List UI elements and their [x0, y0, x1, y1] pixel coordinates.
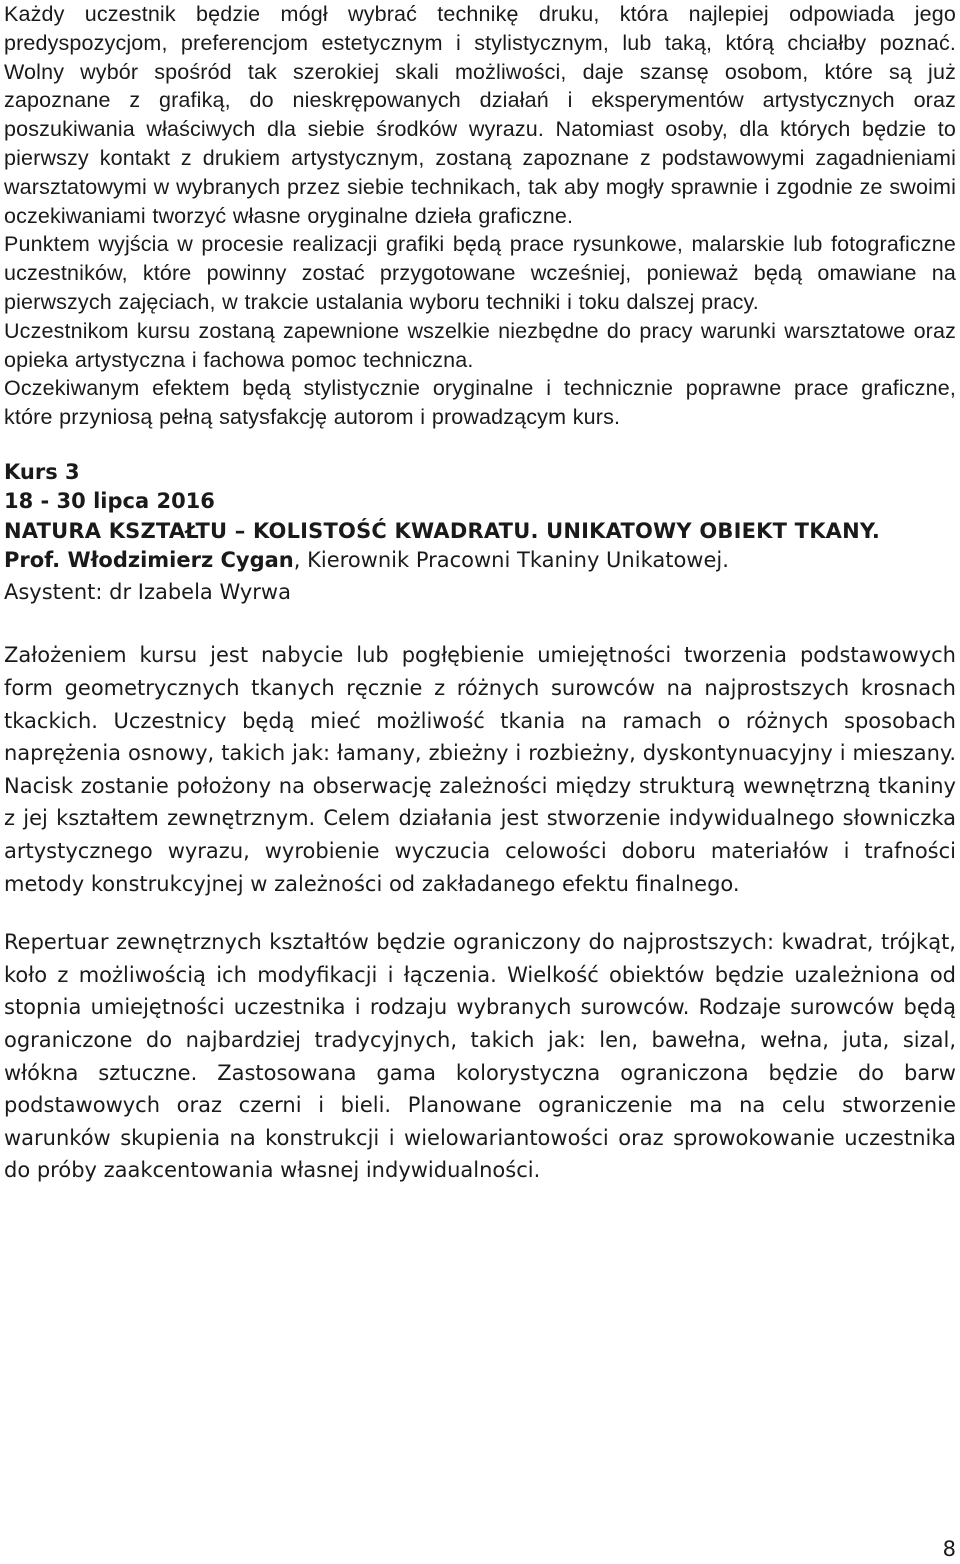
spacer [4, 607, 956, 633]
course-paragraph-goal: Założeniem kursu jest nabycie lub pogłębienie umiejętności tworzenia podstawowych form geometrycznych tkanych ręcznie z różnych surowców na najprostszych krosnach tkackich. Uczestnicy będą mieć możliwość tkania na ramach o różnych sposobach naprężenia osnowy, takich jak: łamany, zbieżny i rozbieżny, dyskontynuacyjny i mieszany. Nacisk zostanie położony na obserwację zależności między strukturą wewnętrzną tkaniny z jej kształtem zewnętrznym. Celem działania jest stworzenie indywidualnego słowniczka artystycznego wyrazu, wyrobienie wyczucia celowości doboru materiałów i trafności metody konstrukcyjnej w zależności od zakładanego efektu finalnego. [4, 643, 956, 896]
course-title: NATURA KSZTAŁTU – KOLISTOŚĆ KWADRATU. UNIKATOWY OBIEKT TKANY. [4, 518, 880, 543]
intro-paragraph-conditions: Uczestnikom kursu zostaną zapewnione wszelkie niezbędne do pracy warunki warsztatowe oraz opieka artystyczna i fachowa pomoc techniczna. [4, 318, 956, 372]
instructor-role: , Kierownik Pracowni Tkaniny Unikatowej. [293, 548, 729, 573]
intro-paragraph-starting-point: Punktem wyjścia w procesie realizacji grafiki będą prace rysunkowe, malarskie lub fotograficzne uczestników, które powinny zostać przygotowane wcześniej, ponieważ będą omawiane na pierwszych zajęciach, w trakcie ustalania wyboru techniki i toku dalszej pracy. [4, 232, 956, 314]
instructor-name: Prof. Włodzimierz Cygan [4, 548, 294, 573]
course-dates: 18 - 30 lipca 2016 [4, 489, 215, 514]
page-number: 8 [942, 1537, 956, 1561]
intro-paragraph-expected-effect: Oczekiwanym efektem będą stylistycznie oryginalne i technicznie poprawne prace graficzne, które przyniosą pełną satysfakcję autorom i prowadzącym kurs. [4, 376, 956, 430]
spacer [4, 432, 956, 458]
course-paragraph-repertoire: Repertuar zewnętrznych kształtów będzie ograniczony do najprostszych: kwadrat, trójkąt, koło z możliwością ich modyfikacji i łączenia. Wielkość obiektów będzie uzależniona od stopnia umiejętności uczestnika i rodzaju wybranych surowców. Rodzaje surowców będą ograniczone do najbardziej tradycyjnych, takich jak: len, bawełna, wełna, juta, sizal, włókna sztuczne. Zastosowana gama kolorystyczna ograniczona będzie do barw podstawowych oraz czerni i bieli. Planowane ograniczenie ma na celu stworzenie warunków skupienia na konstrukcji i wielowariantowości oraz sprowokowanie uczestnika do próby zaakcentowania własnej indywidualności. [4, 930, 956, 1183]
course-assistant: Asystent: dr Izabela Wyrwa [4, 579, 291, 604]
course-number: Kurs 3 [4, 459, 80, 484]
document-page [4, 0, 956, 1187]
intro-paragraph-technique-choice: Każdy uczestnik będzie mógł wybrać technikę druku, która najlepiej odpowiada jego predyspozycjom, preferencjom estetycznym i stylistycznym, lub taką, którą chciałby poznać. Wolny wybór spośród tak szerokiej skali możliwości, daje szansę osobom, które są już zapoznane z grafiką, do nieskrępowanych działań i eksperymentów artystycznych oraz poszukiwania właściwych dla siebie środków wyrazu. Natomiast osoby, dla których będzie to pierwszy kontakt z drukiem artystycznym, zostaną zapoznane z podstawowymi zagadnieniami warsztatowymi w wybranych przez siebie technikach, tak aby mogły sprawnie i zgodnie ze swoimi oczekiwaniami tworzyć własne oryginalne dzieła graficzne. [4, 2, 956, 228]
course-instructor [4, 546, 956, 576]
spacer [4, 900, 956, 926]
